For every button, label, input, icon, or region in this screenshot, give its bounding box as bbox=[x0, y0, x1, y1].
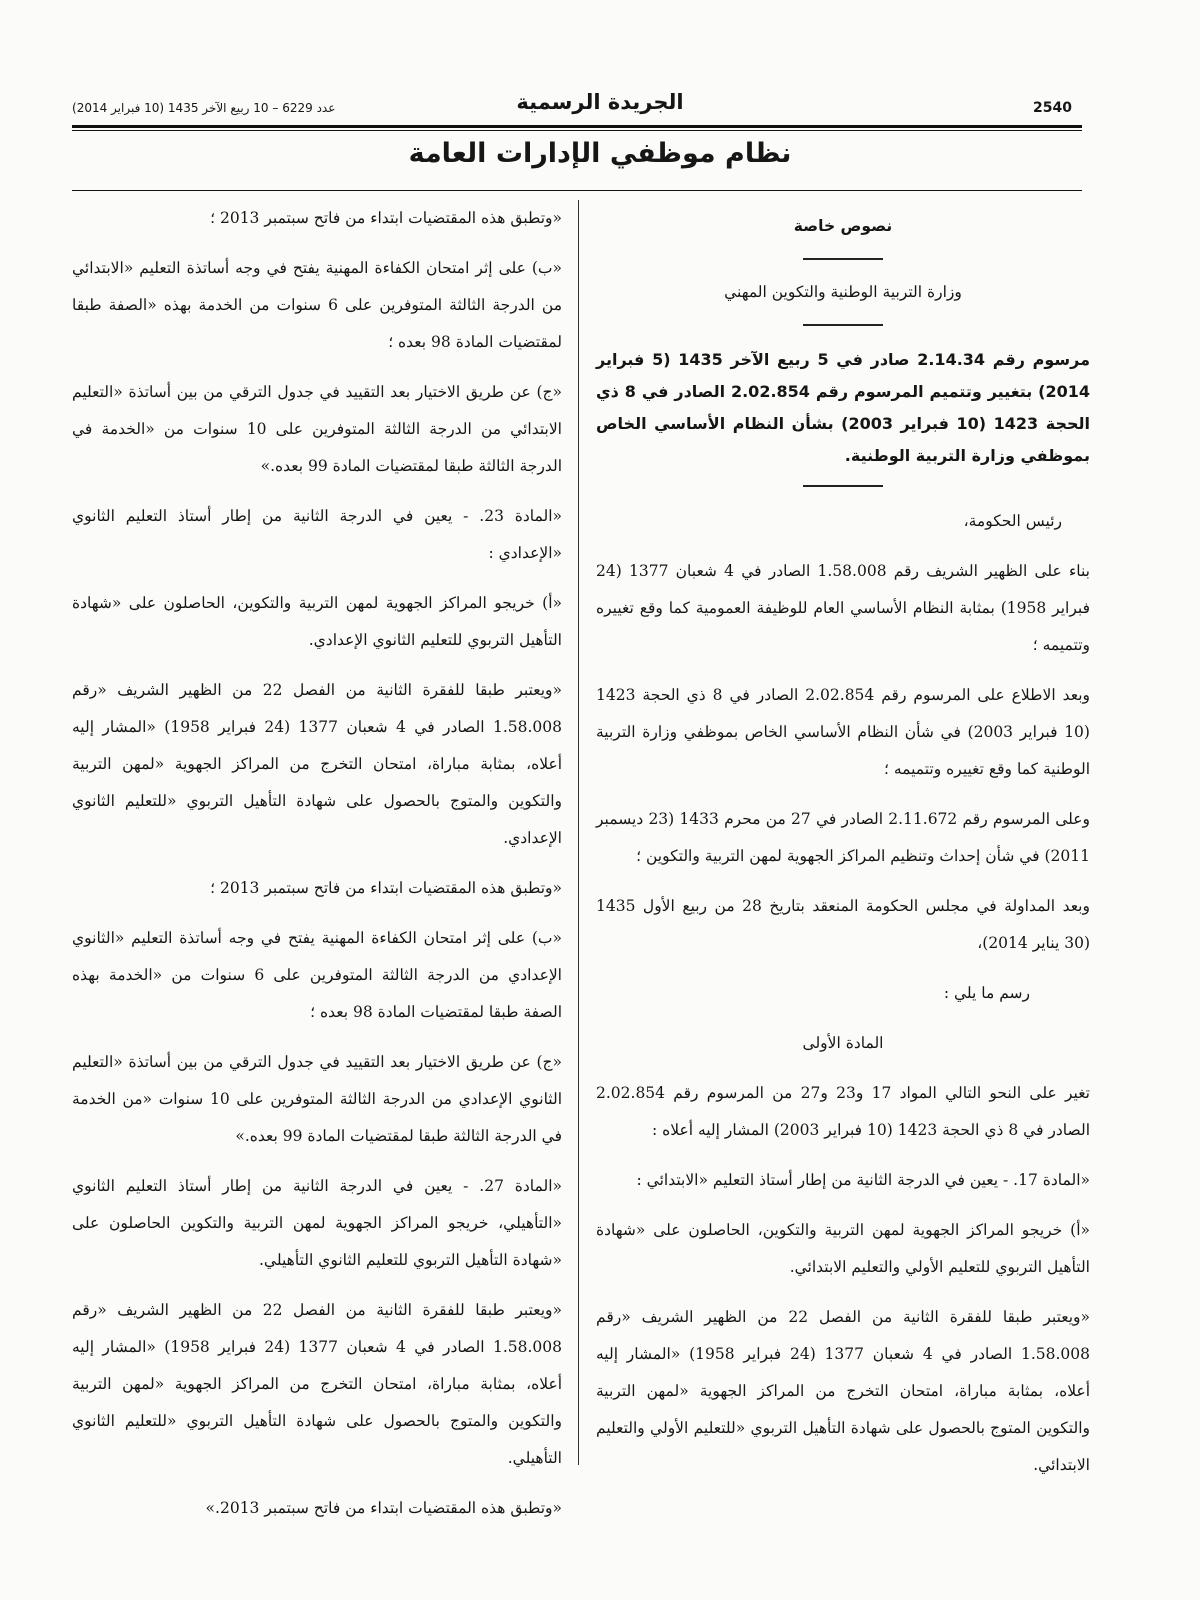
left-column bbox=[72, 200, 562, 1540]
clause-b-primary: «ب) على إثر امتحان الكفاءة المهنية يفتح في وجه أساتذة التعليم «الابتدائي من الدرجة الثالثة المتوفرين على 6 سنوات من الخدمة بهذه «الصفة طبقا لمقتضيات المادة 98 بعده ؛ bbox=[72, 259, 562, 351]
decree-title: مرسوم رقم 2.14.34 صادر في 5 ربيع الآخر 1435 (5 فبراير 2014) بتغيير وتتميم المرسوم رقم 2.02.854 الصادر في 8 ذي الحجة 1423 (10 فبراير 2003) بشأن النظام الأساسي الخاص بموظفي وزارة التربية الوطنية. bbox=[596, 350, 1091, 465]
recital-decree-2011: وعلى المرسوم رقم 2.11.672 الصادر في 27 من محرم 1433 (23 ديسمبر 2011) في شأن إحداث وتنظيم المراكز الجهوية لمهن التربية والتكوين ؛ bbox=[596, 810, 1090, 865]
recital-dahir: بناء على الظهير الشريف رقم 1.58.008 الصادر في 4 شعبان 1377 (24 فبراير 1958) بمثابة النظام الأساسي العام للوظيفة العمومية كما وقع تغييره وتتميمه ؛ bbox=[596, 562, 1090, 654]
article-27-consideration: «ويعتبر طبقا للفقرة الثانية من الفصل 22 من الظهير الشريف «رقم 1.58.008 الصادر في 4 شعبان 1377 (24 فبراير 1958) «المشار إليه أعلاه، بمثابة مباراة، امتحان التخرج من المراكز الجهوية «لمهن التربية والتكوين والمتوج بالحصول على شهادة التأهيل التربوي «للتعليم الثانوي التأهيلي. bbox=[72, 1301, 562, 1467]
column-divider bbox=[578, 200, 579, 1465]
clause-b-middle: «ب) على إثر امتحان الكفاءة المهنية يفتح في وجه أساتذة التعليم «الثانوي الإعدادي من الدرجة الثالثة المتوفرين على 6 سنوات من «الخدمة بهذه الصفة طبقا لمقتضيات المادة 98 بعده ؛ bbox=[72, 929, 562, 1021]
applicability-2: «وتطبق هذه المقتضيات ابتداء من فاتح سبتمبر 2013 ؛ bbox=[210, 879, 562, 897]
ministry-name: وزارة التربية الوطنية والتكوين المهني bbox=[724, 283, 962, 301]
divider-rule bbox=[803, 485, 883, 487]
article-title: المادة الأولى bbox=[802, 1034, 884, 1052]
header-rule-thin bbox=[72, 130, 1082, 131]
article-one-text: تغير على النحو التالي المواد 17 و23 و27 من المرسوم رقم 2.02.854 الصادر في 8 ذي الحجة 1423 (10 فبراير 2003) المشار إليه أعلاه : bbox=[596, 1084, 1090, 1139]
divider-rule bbox=[803, 258, 883, 260]
recital-deliberation: وبعد المداولة في مجلس الحكومة المنعقد بتاريخ 28 من ربيع الأول 1435 (30 يناير 2014)، bbox=[596, 897, 1090, 952]
article-23-consideration: «ويعتبر طبقا للفقرة الثانية من الفصل 22 من الظهير الشريف «رقم 1.58.008 الصادر في 4 شعبان 1377 (24 فبراير 1958) «المشار إليه أعلاه، بمثابة مباراة، امتحان التخرج من المراكز الجهوية «لمهن التربية والتكوين والمتوج بالحصول على شهادة التأهيل التربوي «للتعليم الثانوي الإعدادي. bbox=[72, 681, 562, 847]
section-title: نظام موظفي الإدارات العامة bbox=[408, 138, 792, 169]
article-17-consideration: «ويعتبر طبقا للفقرة الثانية من الفصل 22 من الظهير الشريف «رقم 1.58.008 الصادر في 4 شعبان 1377 (24 فبراير 1958) «المشار إليه أعلاه، بمثابة مباراة، امتحان التخرج من المراكز الجهوية «لمهن التربية والتكوين المتوج بالحصول على شهادة التأهيل التربوي «للتعليم الأولي والتعليم الابتدائي. bbox=[596, 1308, 1091, 1474]
article-17: «المادة 17. - يعين في الدرجة الثانية من إطار أستاذ التعليم «الابتدائي : bbox=[636, 1171, 1090, 1189]
right-column bbox=[596, 200, 1090, 1497]
issue-info: عدد 6229 – 10 ربيع الآخر 1435 (10 فبراير 2014) bbox=[72, 101, 336, 115]
article-17-a: «أ) خريجو المراكز الجهوية لمهن التربية والتكوين، الحاصلون على «شهادة التأهيل التربوي للتعليم الأولي والتعليم الابتدائي. bbox=[596, 1221, 1090, 1276]
recital-decree-2003: وبعد الاطلاع على المرسوم رقم 2.02.854 الصادر في 8 ذي الحجة 1423 (10 فبراير 2003) في شأن النظام الأساسي الخاص بموظفي وزارة التربية الوطنية كما وقع تغييره وتتميمه ؛ bbox=[596, 686, 1090, 778]
decreed-line: رسم ما يلي : bbox=[943, 984, 1030, 1002]
header-rule-thick bbox=[72, 125, 1082, 128]
clause-c-primary: «ج) عن طريق الاختيار بعد التقييد في جدول الترقي من بين أساتذة «التعليم الابتدائي من الدرجة الثالثة المتوفرين على 10 سنوات من «الخدمة في الدرجة الثالثة طبقا لمقتضيات المادة 99 بعده.» bbox=[72, 383, 562, 475]
gazette-title: الجريدة الرسمية bbox=[516, 90, 684, 114]
divider-rule bbox=[803, 324, 883, 326]
article-23-a: «أ) خريجو المراكز الجهوية لمهن التربية والتكوين، الحاصلون على «شهادة التأهيل التربوي للتعليم الثانوي الإعدادي. bbox=[72, 594, 562, 649]
page-number: 2540 bbox=[1033, 100, 1072, 116]
applicability-3: «وتطبق هذه المقتضيات ابتداء من فاتح سبتمبر 2013.» bbox=[205, 1499, 562, 1517]
article-27: «المادة 27. - يعين في الدرجة الثانية من إطار أستاذ التعليم الثانوي «التأهيلي، خريجو المراكز الجهوية لمهن التربية والتكوين الحاصلون على «شهادة التأهيل التربوي للتعليم الثانوي التأهيلي. bbox=[72, 1177, 562, 1269]
special-texts-heading: نصوص خاصة bbox=[793, 217, 893, 235]
article-23: «المادة 23. - يعين في الدرجة الثانية من إطار أستاذ التعليم الثانوي «الإعدادي : bbox=[72, 507, 562, 562]
head-of-government: رئيس الحكومة، bbox=[963, 512, 1062, 530]
section-title-rule bbox=[72, 190, 1082, 191]
applicability-1: «وتطبق هذه المقتضيات ابتداء من فاتح سبتمبر 2013 ؛ bbox=[210, 209, 562, 227]
clause-c-middle: «ج) عن طريق الاختيار بعد التقييد في جدول الترقي من بين أساتذة «التعليم الثانوي الإعدادي من الدرجة الثالثة المتوفرين على 10 سنوات «من الخدمة في الدرجة الثالثة طبقا لمقتضيات المادة 99 بعده.» bbox=[72, 1053, 563, 1145]
